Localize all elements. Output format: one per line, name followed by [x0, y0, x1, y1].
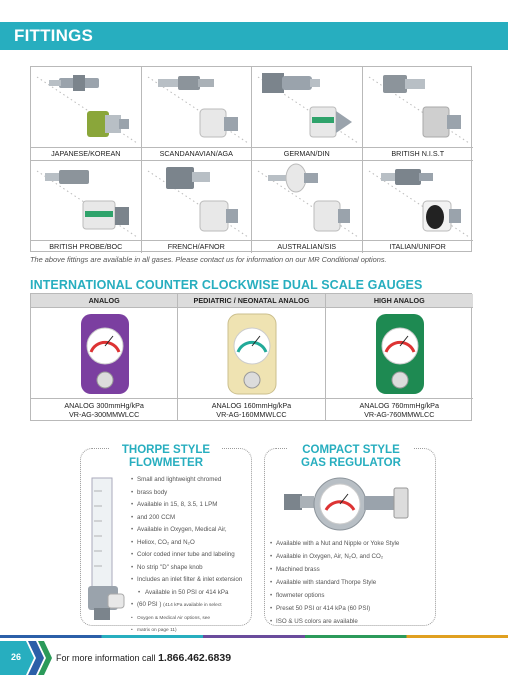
gauges-table: [30, 293, 472, 421]
fitting-image: [252, 67, 362, 147]
regulator-image: [282, 474, 412, 536]
list-item: • Available in 15, 8, 3.5, 1 LPM: [131, 499, 271, 511]
fittings-note: The above fittings are available in all gases. Please contact us for information on our MR Conditional options.: [30, 255, 387, 264]
list-item: • Available with standard Thorpe Style: [270, 577, 422, 589]
footer-phone: 1.866.462.6839: [158, 652, 232, 664]
fitting-image: [142, 67, 252, 147]
fitting-label: SCANDANAVIAN/AGA: [142, 147, 252, 160]
gauge-part-number: VR-AG-300MMWLCC: [69, 410, 140, 419]
gauge-model-name: ANALOG 160mmHg/kPa: [211, 401, 292, 410]
compact-title-line2: GAS REGULATOR: [301, 457, 401, 469]
fitting-label: FRENCH/AFNOR: [142, 240, 252, 253]
list-item: • ISO & US colors are available: [270, 616, 422, 628]
list-item: [131, 487, 271, 499]
gauge-caption: [326, 398, 473, 420]
gauge-part-number: VR-AG-160MMWLCC: [216, 410, 287, 419]
list-item: • Small and lightweight chromed: [131, 474, 271, 486]
list-item-continuation: (60 PSI ): [137, 601, 162, 608]
compact-title-line1: COMPACT STYLE: [302, 444, 400, 456]
list-item-footnote: Oxygen & Medical Air options, see: [137, 615, 211, 621]
gauge-caption: [31, 398, 177, 420]
fitting-cell-british-probe-boc: [31, 160, 142, 253]
list-item: • Machined brass: [270, 564, 422, 576]
list-item: • Includes an inlet filter & inlet extension: [131, 574, 271, 586]
gauge-model-name: ANALOG 760mmHg/kPa: [359, 401, 439, 410]
fitting-image: [31, 161, 141, 241]
fitting-label: BRITISH PROBE/BOC: [31, 240, 141, 253]
fitting-cell-australian-sis: [252, 160, 363, 253]
list-item-footnote: matrix on page 11): [137, 628, 177, 633]
fitting-cell-japanese-korean: [31, 67, 142, 160]
compact-feature-list: [270, 538, 422, 629]
fitting-cell-italian-unifor: [363, 160, 474, 253]
list-item-continuation: brass body: [137, 488, 168, 496]
fitting-cell-british-nist: [363, 67, 474, 160]
page-number: 26: [11, 652, 22, 662]
footer-divider: [0, 635, 508, 638]
list-item: [270, 590, 422, 602]
list-item: • Color coded inner tube and labeling: [131, 549, 271, 561]
gauge-image: [31, 308, 178, 396]
page-number-chevrons-icon: [0, 641, 52, 675]
list-item: • Available in Oxygen, Air, N₂O, and CO₂: [270, 551, 422, 563]
fitting-label: GERMAN/DIN: [252, 147, 362, 160]
gauge-model-name: ANALOG 300mmHg/kPa: [64, 401, 144, 410]
fitting-label: BRITISH N.I.S.T: [363, 147, 474, 160]
list-item: [131, 512, 271, 524]
fitting-label: JAPANESE/KOREAN: [31, 147, 141, 160]
fitting-cell-french-afnor: [142, 160, 253, 253]
list-item: • Preset 50 PSI or 414 kPa (60 PSI): [270, 603, 422, 615]
compact-title: [288, 444, 414, 470]
list-item: [131, 599, 271, 612]
fitting-cell-scandanavian-aga: [142, 67, 253, 160]
gauge-part-number: VR-AG-760MMWLCC: [364, 410, 435, 419]
gauge-column-header: PEDIATRIC / NEONATAL ANALOG: [178, 294, 324, 308]
fitting-cell-german-din: [252, 67, 363, 160]
gauge-column-header: HIGH ANALOG: [326, 294, 473, 308]
gauge-column-high-analog: [326, 294, 473, 420]
gauge-image: [178, 308, 325, 396]
list-item: • Available with a Nut and Nipple or Yoke Style: [270, 538, 422, 550]
gauge-image: [326, 308, 473, 396]
thorpe-feature-list: [131, 474, 271, 638]
flowmeter-image: [84, 476, 130, 626]
list-item: • Available in Oxygen, Medical Air,: [131, 524, 271, 536]
gauge-column-analog: [31, 294, 178, 420]
list-item-footnote: (414 kPa available in select: [163, 603, 222, 608]
fitting-label: AUSTRALIAN/SIS: [252, 240, 362, 253]
fittings-grid: [30, 66, 472, 252]
gauge-column-pediatric: [178, 294, 325, 420]
fitting-image: [142, 161, 252, 241]
list-item: [131, 613, 271, 625]
list-item: • Available in 50 PSI or 414 kPa: [131, 587, 271, 599]
list-item: • No strip "D" shape knob: [131, 562, 271, 574]
gauge-column-header: ANALOG: [31, 294, 177, 308]
footer-contact: [56, 652, 231, 664]
list-item-continuation: Heliox, CO₂ and N₂O: [137, 538, 195, 546]
fitting-label: ITALIAN/UNIFOR: [363, 240, 474, 253]
list-item: [131, 537, 271, 549]
list-item-continuation: flowmeter options: [276, 592, 325, 599]
page-title: FITTINGS: [14, 26, 94, 45]
thorpe-title-line1: THORPE STYLE: [121, 444, 211, 456]
fitting-image: [252, 161, 362, 241]
section-title-gauges: INTERNATIONAL COUNTER CLOCKWISE DUAL SCALE GAUGES: [30, 278, 423, 292]
thorpe-title: [110, 444, 222, 470]
list-item-continuation: and 200 CCM: [137, 513, 176, 521]
footer-contact-text: For more information call: [56, 653, 156, 663]
gauge-caption: [178, 398, 324, 420]
fitting-image: [363, 161, 473, 241]
fitting-image: [363, 67, 473, 147]
fitting-image: [31, 67, 141, 147]
thorpe-title-line2: FLOWMETER: [128, 457, 204, 469]
